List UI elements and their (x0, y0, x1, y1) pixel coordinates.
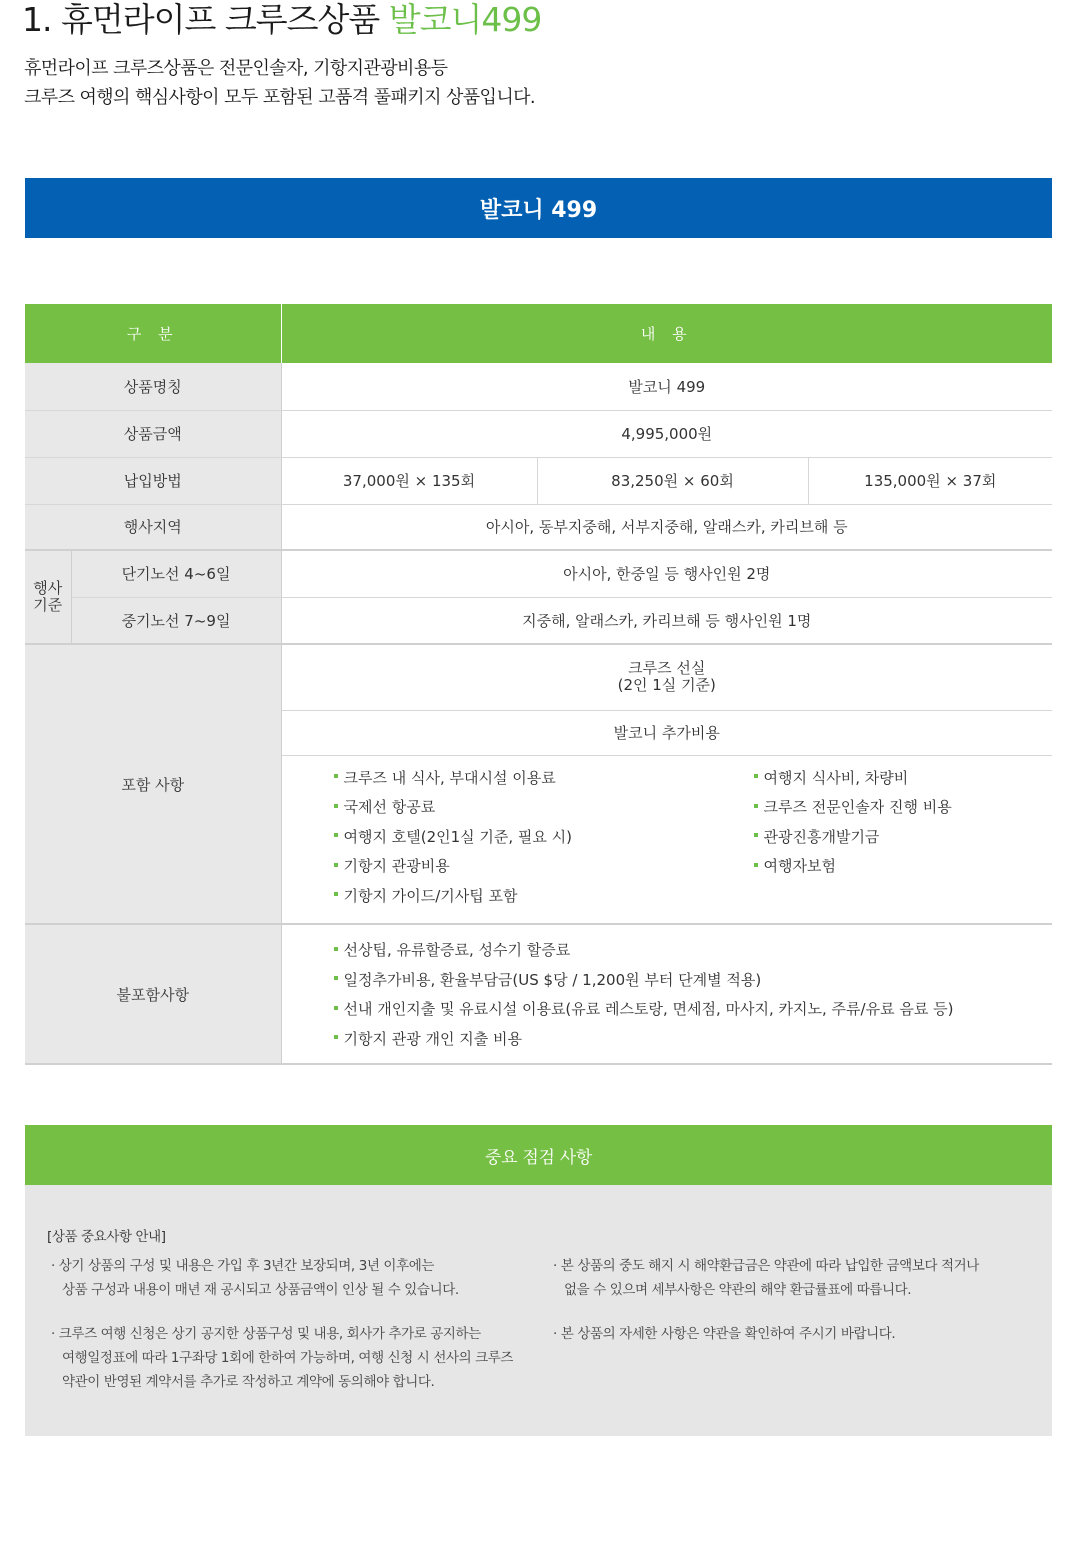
criteria-group-line: 행사 (33, 579, 63, 597)
notice-line: · 상기 상품의 구성 및 내용은 가입 후 3년간 보장되며, 3년 이후에는 (51, 1258, 434, 1274)
row-label-payment: 납입방법 (25, 457, 281, 504)
included-list-right (754, 764, 952, 912)
row-label-product-price: 상품금액 (25, 410, 281, 457)
region-value: 아시아, 동부지중해, 서부지중해, 알래스카, 카리브해 등 (281, 504, 1052, 550)
bullet-icon (334, 892, 338, 896)
row-label-mid-route: 중기노선 7~9일 (71, 597, 281, 644)
balcony-extra-value: 발코니 추가비용 (281, 710, 1052, 755)
notice-item (553, 1254, 979, 1302)
notice-line: · 본 상품의 중도 해지 시 해약환급금은 약관에 따라 납입한 금액보다 적거나 (553, 1258, 979, 1274)
notice-line: 여행일정표에 따라 1구좌당 1회에 한하여 가능하며, 여행 신청 시 선사의 크루즈 (62, 1350, 514, 1366)
list-item: 기항지 관광비용 (334, 852, 754, 882)
notice-line: 상품 구성과 내용이 매년 재 공시되고 상품금액이 인상 될 수 있습니다. (62, 1282, 459, 1298)
table-row (25, 410, 1052, 457)
notice-heading: [상품 중요사항 안내] (47, 1229, 166, 1245)
row-label-excluded: 불포함사항 (25, 924, 281, 1064)
list-item: 여행지 호텔(2인1실 기준, 필요 시) (334, 823, 754, 853)
bullet-icon (754, 863, 758, 867)
bullet-icon (334, 947, 338, 951)
included-list-left (334, 764, 754, 912)
table-row (25, 550, 1052, 597)
bullet-icon (334, 774, 338, 778)
header-content: 내 용 (281, 304, 1052, 363)
bullet-icon (334, 1035, 338, 1039)
table-row (25, 597, 1052, 644)
table-row (25, 363, 1052, 410)
excluded-list (282, 926, 1053, 1062)
product-name-value: 발코니 499 (281, 363, 1052, 410)
list-item: 국제선 항공료 (334, 793, 754, 823)
list-item: 크루즈 전문인솔자 진행 비용 (754, 793, 952, 823)
bullet-icon (754, 833, 758, 837)
row-label-included: 포함 사항 (25, 644, 281, 924)
intro-line: 크루즈 여행의 핵심사항이 모두 포함된 고품격 풀패키지 상품입니다. (24, 87, 536, 108)
list-item: 관광진흥개발기금 (754, 823, 952, 853)
page-title (22, 0, 541, 40)
intro-text (24, 54, 535, 112)
cabin-line: (2인 1실 기준) (617, 676, 716, 695)
payment-option: 135,000원 × 37회 (808, 457, 1052, 504)
list-item: 여행자보험 (754, 852, 952, 882)
page-title-prefix: 1. 휴먼라이프 크루즈상품 (22, 0, 380, 39)
table-header-row (25, 304, 1052, 363)
excluded-items (281, 924, 1052, 1064)
notice-line: 약관이 반영된 계약서를 추가로 작성하고 계약에 동의해야 합니다. (62, 1374, 435, 1390)
list-item: 여행지 식사비, 차량비 (754, 764, 952, 794)
payment-option: 83,250원 × 60회 (537, 457, 808, 504)
bullet-icon (754, 804, 758, 808)
product-title-band: 발코니 499 (25, 178, 1052, 238)
bullet-icon (334, 804, 338, 808)
notice-line: · 크루즈 여행 신청은 상기 공지한 상품구성 및 내용, 회사가 추가로 공지하는 (51, 1326, 481, 1342)
notice-box (25, 1185, 1052, 1436)
cabin-value (281, 644, 1052, 710)
product-spec-table (25, 304, 1052, 1065)
list-item: 선상팁, 유류할증료, 성수기 할증료 (334, 936, 1053, 966)
list-item: 일정추가비용, 환율부담금(US $당 / 1,200원 부터 단계별 적용) (334, 966, 1053, 996)
included-items (281, 755, 1052, 924)
list-item: 기항지 가이드/기사팁 포함 (334, 882, 754, 912)
header-category: 구 분 (25, 304, 281, 363)
row-label-criteria-group (25, 550, 71, 644)
row-label-region: 행사지역 (25, 504, 281, 550)
notice-item (51, 1322, 513, 1394)
bullet-icon (754, 774, 758, 778)
bullet-icon (334, 1006, 338, 1010)
list-item: 선내 개인지출 및 유료시설 이용료(유료 레스토랑, 면세점, 마사지, 카지노, 주류/유료 음료 등) (334, 995, 1053, 1025)
list-item: 기항지 관광 개인 지출 비용 (334, 1025, 1053, 1055)
table-row (25, 924, 1052, 1064)
product-price-value: 4,995,000원 (281, 410, 1052, 457)
notice-line: 없을 수 있으며 세부사항은 약관의 해약 환급률표에 따릅니다. (564, 1282, 912, 1298)
cabin-line: 크루즈 선실 (628, 659, 706, 678)
bullet-icon (334, 833, 338, 837)
short-route-value: 아시아, 한중일 등 행사인원 2명 (281, 550, 1052, 597)
notice-item (51, 1254, 459, 1302)
intro-line: 휴먼라이프 크루즈상품은 전문인솔자, 기항지관광비용등 (24, 58, 448, 79)
notice-title-band: 중요 점검 사항 (25, 1125, 1052, 1185)
row-label-short-route: 단기노선 4~6일 (71, 550, 281, 597)
table-row (25, 644, 1052, 710)
page-title-accent: 발코니499 (388, 0, 542, 39)
bullet-icon (334, 976, 338, 980)
list-item: 크루즈 내 식사, 부대시설 이용료 (334, 764, 754, 794)
mid-route-value: 지중해, 알래스카, 카리브해 등 행사인원 1명 (281, 597, 1052, 644)
table-row (25, 457, 1052, 504)
notice-line: · 본 상품의 자세한 사항은 약관을 확인하여 주시기 바랍니다. (553, 1326, 896, 1342)
payment-option: 37,000원 × 135회 (281, 457, 537, 504)
bullet-icon (334, 863, 338, 867)
row-label-product-name: 상품명칭 (25, 363, 281, 410)
notice-item (553, 1322, 895, 1346)
table-row (25, 504, 1052, 550)
criteria-group-line: 기준 (33, 596, 63, 614)
